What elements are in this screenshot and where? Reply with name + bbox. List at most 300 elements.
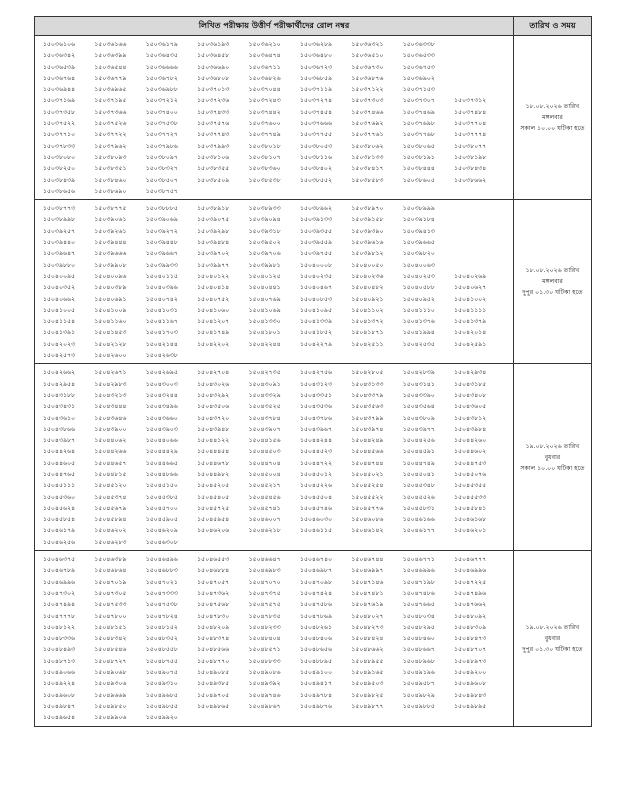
roll-number: ১৫০৩৯০৭৫	[197, 216, 230, 224]
roll-number: ১৫০৪৫২২৬	[299, 482, 333, 490]
roll-number: ১৫০৩৬৫৩৯	[43, 63, 76, 71]
roll-grid	[35, 551, 513, 725]
roll-number: ১৫০৪৮০৩৪	[402, 612, 435, 620]
roll-number: ১৫০৪৫২৫৪	[351, 482, 384, 490]
roll-number: ১৫০৩৮৯৩৩	[248, 205, 281, 213]
exam-time: দুপুর ০১.৩০ ঘটিকা হতে	[522, 289, 583, 297]
roll-number: ১৫০৩৮০৭৭	[454, 142, 487, 150]
roll-number: ১৫০৪৮২৩৩	[248, 623, 281, 631]
roll-number: ১৫০৩৯৫৫৯	[299, 239, 333, 247]
roll-number: ১৫০৪৩১৮৫	[454, 380, 487, 388]
roll-number: ১৫০৩৮৫৫২	[299, 176, 333, 184]
roll-number: ১৫০৪৬০৩০	[299, 516, 333, 524]
roll-number: ১৫০৩৮৬৯০	[94, 187, 127, 195]
roll-number: ১৫০৪৪২৬৪	[43, 448, 76, 456]
roll-number: ১৫০৪২৯৮৩	[94, 380, 127, 388]
roll-number: ১৫০৩৯৯৭৭	[197, 261, 230, 269]
roll-number: ১৫০৪৪০৬২	[94, 437, 127, 445]
roll-number: ১৫০৪৮৪৭৩	[454, 635, 487, 643]
roll-number: ১৫০৩৬৭৩০	[351, 63, 384, 71]
roll-number: ১৫০৪৬৩০৮	[145, 538, 178, 546]
roll-number: ১৫০৪৯০৮৫	[197, 669, 230, 677]
roll-number: ১৫০৪৪৭২২	[299, 459, 333, 467]
roll-number: ১৫০৪৬২০৯	[145, 527, 178, 535]
roll-number: ১৫০৪০৪১৪	[197, 284, 230, 292]
roll-number: ১৫০৪৭৭৭৮	[43, 612, 76, 620]
roll-number: ১৫০৪৭৪২৪	[299, 589, 333, 597]
roll-number: ১৫০৪২৮৩৯	[402, 369, 435, 377]
roll-number: ১৫০৪২৬৭১	[94, 369, 127, 377]
roll-number: ১৫০৩৮৭৭৩	[43, 205, 76, 213]
roll-number: ১৫০৪৩৩৭৯	[351, 391, 384, 399]
roll-number: ১৫০৩৭২৭৪	[299, 97, 333, 105]
roll-number: ১৫০৪৫৭২৫	[197, 504, 230, 512]
roll-number	[249, 186, 300, 197]
roll-number	[454, 84, 505, 95]
roll-number: ১৫০৪৫১৫০	[145, 482, 178, 490]
roll-number: ১৫০৪৬১৪২	[351, 527, 384, 535]
roll-number: ১৫০৪৯০৮৬	[248, 669, 281, 677]
roll-number	[249, 537, 300, 548]
roll-number	[454, 248, 505, 259]
roll-number: ১৫০৩৬১৬৬	[94, 41, 127, 48]
roll-number: ১৫০৪৫০৭৬	[454, 470, 487, 478]
roll-number: ১৫০৪৪৯৮২	[197, 470, 230, 478]
roll-number	[351, 537, 402, 548]
roll-number: ১৫০৪৮৬৫৬	[299, 646, 333, 654]
roll-number: ১৫০৩৬৩৪২	[43, 52, 76, 60]
roll-number: ১৫০৪১৩৭২	[351, 318, 384, 326]
roll-number: ১৫০৪৮৫৭১	[248, 646, 281, 654]
roll-number: ১৫০৪৬৫৫৩	[197, 556, 230, 564]
roll-number: ১৫০৪৩৩২৯	[248, 391, 281, 399]
roll-number: ১৫০৪৯৬৫৪	[43, 714, 76, 722]
roll-number: ১৫০৪৯০৬৬	[43, 669, 76, 677]
roll-number: ১৫০৪৮১৫১	[94, 623, 127, 631]
roll-number: ১৫০৪৪৮৬৬	[145, 470, 178, 478]
roll-number	[454, 237, 505, 248]
roll-number: ১৫০৩৯৩১৮	[248, 227, 281, 235]
roll-number: ১৫০৩৬১৭৯	[145, 41, 178, 48]
roll-number: ১৫০৪৬৮৬৪	[94, 567, 127, 575]
roll-number: ১৫০৩৭০১৩	[197, 86, 230, 94]
roll-number: ১৫০৪৯১০০	[299, 669, 333, 677]
roll-number: ১৫০৪৯১৬৫	[351, 669, 384, 677]
roll-number: ১৫০৩৯২৫৭	[43, 227, 76, 235]
roll-number: ১৫০৪১১৬৭	[145, 318, 178, 326]
schedule-group-2	[35, 200, 592, 364]
roll-number: ১৫০৩৯১৫৮	[351, 216, 384, 224]
roll-number: ১৫০৪৮৫৬৬	[197, 646, 230, 654]
roll-number: ১৫০৪৮৩৩৬	[43, 635, 76, 643]
roll-number: ১৫০৪১২০৭	[197, 318, 230, 326]
roll-number: ১৫০৩৮০৮০	[43, 153, 76, 161]
roll-number: ১৫০৪৯০৬৮	[94, 669, 127, 677]
roll-number: ১৫০৪৫৮৫৪	[43, 516, 76, 524]
roll-number: ১৫০৪৯৬৬৯	[94, 691, 127, 699]
roll-number: ১৫০৩৭২১২	[145, 97, 178, 105]
roll-number: ১৫০৩৭৬০০	[248, 120, 281, 128]
roll-number: ১৫০৪৬৭৪৪	[351, 556, 384, 564]
roll-number: ১৫০৩৭৯৯৩	[197, 142, 230, 150]
roll-number: ১৫০৪৩৯৪৮	[197, 425, 230, 433]
roll-number: ১৫০৪৭১৯৮	[402, 578, 435, 586]
roll-number	[454, 226, 505, 237]
roll-number: ১৫০৪৯৭৮৪	[299, 691, 333, 699]
roll-number: ১৫০৪৮১৫২	[145, 623, 178, 631]
roll-number: ১৫০৩৭৩০৩	[351, 97, 384, 105]
roll-number: ১৫০৪০০৯৫	[43, 272, 76, 280]
roll-number: ১৫০৪৫৬২৪	[43, 504, 76, 512]
roll-number: ১৫০৩৬৮২৬	[248, 74, 281, 82]
roll-number: ১৫০৪৫৮৪১	[454, 504, 487, 512]
roll-number: ১৫০৩৭৫৩৮	[145, 120, 178, 128]
roll-number	[403, 186, 454, 197]
roll-number: ১৫০৪৭৬১৯	[351, 601, 384, 609]
exam-date: ১৮.০৮.২০২৬ তারিখ	[525, 103, 580, 111]
roll-number: ১৫০৪১০৬০	[197, 306, 230, 314]
roll-number: ১৫০৪৮৪৯৩	[43, 646, 76, 654]
roll-number: ১৫০৪০০৫০	[351, 261, 384, 269]
roll-number: ১৫০৪৫৩৮৫	[145, 493, 178, 501]
roll-number: ১৫০৩৯৭৫৫	[299, 250, 333, 258]
roll-number: ১৫০৪২২০২	[197, 340, 230, 348]
roll-number: ১৫০৩৮১৩৩	[351, 153, 384, 161]
roll-number: ১৫০৪৯৮৫৫	[145, 702, 178, 710]
roll-number: ১৫০৪৭৮২৪	[145, 612, 178, 620]
roll-number: ১৫০৪৬৯৮৩	[248, 567, 281, 575]
roll-number: ১৫০৪০০৬৩	[402, 261, 435, 269]
roll-number: ১৫০৪৫৫২২	[351, 493, 384, 501]
roll-number: ১৫০৪৭৩৭৫	[248, 589, 281, 597]
roll-number: ১৫০৩৬৯৪৪	[43, 86, 76, 94]
roll-number: ১৫০৪৮২৭৩	[351, 623, 384, 631]
roll-number	[300, 537, 351, 548]
roll-number: ১৫০৩৬৮৫৯	[299, 74, 333, 82]
roll-number: ১৫০৪৮৪০৬	[299, 635, 333, 643]
roll-number: ১৫০৪৭২২৫	[454, 578, 487, 586]
roll-number: ১৫০৪১১০২	[351, 306, 384, 314]
roll-number: ১৫০৪৬৭৮৯	[43, 567, 76, 575]
roll-number: ১৫০৪৬৩৭৫	[43, 556, 76, 564]
roll-number: ১৫০৪৭০৭০	[248, 578, 281, 586]
roll-number: ১৫০৪০১২৫	[248, 272, 281, 280]
roll-number: ১৫০৪০৯৫২	[402, 295, 435, 303]
roll-number: ১৫০৪৩৭৮৪	[248, 414, 281, 422]
roll-number: ১৫০৪৩৯৮৭	[43, 437, 76, 445]
roll-number: ১৫০৪২৮০৫	[351, 369, 384, 377]
roll-number: ১৫০৪৭৪৯৬	[454, 589, 487, 597]
roll-number: ১৫০৪৫০৪১	[402, 470, 435, 478]
roll-number: ১৫০৪০৪৬৭	[299, 284, 333, 292]
rolls-column-header: লিখিত পরীক্ষায় উত্তীর্ণ পরীক্ষার্থীদের রোল নম্বর	[35, 17, 514, 36]
roll-number: ১৫০৩৯০৬৯	[145, 216, 178, 224]
roll-number: ১৫০৪১১১০	[402, 306, 435, 314]
roll-number	[454, 73, 505, 84]
results-table	[34, 16, 592, 727]
roll-number: ১৫০৩৮৯৯৯	[402, 205, 435, 213]
roll-number: ১৫০৩৬২১০	[248, 41, 281, 48]
roll-number: ১৫০৪৪৬০২	[454, 448, 487, 456]
roll-number: ১৫০৩৮৯৯৮	[43, 216, 76, 224]
roll-number: ১৫০৪৯৮৭৬	[299, 702, 333, 710]
roll-number: ১৫০৩৮১০৭	[248, 153, 281, 161]
roll-number: ১৫০৪২৬৩৮	[145, 352, 178, 360]
roll-number: ১৫০৪৯৮৯৫	[454, 702, 487, 710]
roll-number: ১৫০৪৩৭৯৯	[351, 414, 384, 422]
schedule-cell	[514, 364, 592, 551]
roll-number: ১৫০৩৯৪১৩	[402, 227, 435, 235]
roll-number: ১৫০৪২৭৩৫	[248, 369, 281, 377]
roll-number: ১৫০৪৪৫৬৬	[351, 448, 384, 456]
roll-number: ১৫০৪৭৫৩৩	[94, 601, 127, 609]
roll-number: ১৫০৪৯২০০	[454, 669, 487, 677]
roll-number: ১৫০৩৯৩৯০	[351, 227, 384, 235]
roll-number: ১৫০৩৬৯০২	[402, 74, 435, 82]
roll-number: ১৫০৩৭৩৬৬	[94, 108, 127, 116]
roll-number: ১৫০৪৪৬০৫	[43, 459, 76, 467]
roll-number: ১৫০৪৩৫৬৩	[351, 403, 384, 411]
roll-number: ১৫০৩৭৫২২	[43, 120, 76, 128]
roll-number: ১৫০৩৯৯৩৩	[145, 261, 178, 269]
roll-number	[197, 537, 248, 548]
roll-number: ১৫০৩৭৬৯৮	[402, 120, 435, 128]
roll-number: ১৫০৪৩৩৫১	[299, 391, 333, 399]
roll-number: ১৫০৪৫৭৪১	[248, 504, 281, 512]
roll-number: ১৫০৪৯৭০৫	[197, 691, 230, 699]
roll-number: ১৫০৪৭৪৮১	[351, 589, 384, 597]
schedule-group-4	[35, 551, 592, 726]
roll-number: ১৫০৪৮২৬১	[299, 623, 333, 631]
roll-number: ১৫০৪৩৫০৬	[197, 403, 230, 411]
roll-number: ১৫০৪১১১১	[454, 306, 487, 314]
roll-number: ১৫০৩৯৪৪৪	[94, 239, 127, 247]
roll-number: ১৫০৩৮৪৬০	[94, 176, 127, 184]
roll-number: ১৫০৪৬১৭৯	[43, 527, 76, 535]
roll-number: ১৫০৩৮০৬২	[351, 142, 384, 150]
roll-number: ১৫০৪৩৮৬৬	[43, 425, 76, 433]
roll-number: ১৫০৪৪৪২৯	[145, 448, 178, 456]
roll-number: ১৫০৪০৬৬২	[43, 295, 76, 303]
roll-number: ১৫০৪৬৬৪৭	[248, 556, 281, 564]
roll-number: ১৫০৪৭৩৬২	[197, 589, 230, 597]
roll-number: ১৫০৩৭৬৯২	[351, 120, 384, 128]
roll-number	[300, 350, 351, 361]
roll-number: ১৫০৪৯০৭৫	[145, 669, 178, 677]
roll-number: ১৫০৪৬৯৯৬	[402, 567, 435, 575]
roll-number: ১৫০৪৭৪৯৪	[43, 601, 76, 609]
roll-number: ১৫০৪৮৯৭৩	[454, 657, 487, 665]
roll-number: ১৫০৪৮৩৫২	[145, 635, 178, 643]
roll-number: ১৫০৪৬১৬৬	[402, 516, 435, 524]
roll-number: ১৫০৪০৩৯৬	[145, 284, 178, 292]
roll-number	[454, 214, 505, 225]
roll-number: ১৫০৪১০০৫	[43, 306, 76, 314]
roll-number: ১৫০৪৩২৪৪	[145, 391, 178, 399]
roll-number: ১৫০৪৮২৯৫	[402, 623, 435, 631]
roll-number: ১৫০৪৫০২১	[351, 470, 384, 478]
roll-number: ১৫০৪৭৬৬২	[454, 601, 487, 609]
roll-number: ১৫০৩৬৭২৩	[299, 63, 333, 71]
roll-number: ১৫০৪৬২০৬	[197, 527, 230, 535]
roll-number: ১৫০৩৭৩০৭	[402, 97, 435, 105]
roll-number: ১৫০৪৭৫৩৮	[145, 601, 178, 609]
roll-number: ১৫০৩৯৬৬৬	[94, 250, 127, 258]
roll-number: ১৫০৪৯৮৬৫	[197, 702, 230, 710]
roll-number: ১৫০৪৪৪৫৪	[197, 448, 230, 456]
roll-number: ১৫০৩৯১৩৩	[299, 216, 333, 224]
roll-number: ১৫০৩৭৬৬৬	[299, 120, 333, 128]
roll-number: ১৫০৪০৭৬৯	[248, 295, 281, 303]
roll-number: ১৫০৩৮৩৫৫	[197, 165, 230, 173]
roll-number: ১৫০৩৬৭৭৯	[94, 74, 127, 82]
roll-number	[197, 186, 248, 197]
roll-number	[351, 712, 402, 723]
roll-number: ১৫০৪২৯৩৪	[454, 369, 487, 377]
roll-number: ১৫০৩৯৬১৬	[351, 239, 384, 247]
roll-number: ১৫০৩৯২৭২	[145, 227, 178, 235]
roll-number: ১৫০৪৫৭৭৬	[351, 504, 384, 512]
roll-number: ১৫০৩৮০৯৭	[145, 153, 178, 161]
roll-number: ১৫০৪০৮৫৩	[299, 295, 333, 303]
roll-number: ১৫০৩৮৯৭০	[351, 205, 384, 213]
roll-number: ১৫০৪৮৬৬৭	[402, 646, 435, 654]
roll-number: ১৫০৩৭৪৪২	[248, 108, 281, 116]
roll-number: ১৫০৩৯০৬১	[94, 216, 127, 224]
roll-number: ১৫০৩৮৫৮৩	[351, 176, 384, 184]
roll-number: ১৫০৩৮১৯৮	[454, 153, 487, 161]
roll-number: ১৫০৪১৭০৩	[145, 329, 178, 337]
roll-number: ১৫০৪১০৬৯	[248, 306, 281, 314]
roll-number: ১৫০৪৪৫২৩	[299, 448, 333, 456]
roll-number: ১৫০৪৯১৯৬	[402, 669, 435, 677]
roll-number: ১৫০৩৬২৮৯	[299, 41, 333, 48]
roll-number	[403, 712, 454, 723]
roll-number: ১৫০৪৪৭৬৫	[43, 470, 76, 478]
roll-number: ১৫০৪৯৮৪৩	[454, 691, 487, 699]
roll-number: ১৫০৪০০০৮	[299, 261, 333, 269]
roll-number: ১৫০৪৯৮৭৭	[351, 702, 384, 710]
roll-number: ১৫০৪৬১৭৭	[402, 527, 435, 535]
roll-number: ১৫০৪৬২১৮	[248, 527, 281, 535]
roll-number: ১৫০৪৮০৯২	[454, 612, 487, 620]
roll-number: ১৫০৪৬৯৮৭	[299, 567, 333, 575]
roll-number: ১৫০৪৫৫৩৩	[454, 493, 487, 501]
roll-number: ১৫০৩৮৯১৮	[197, 205, 230, 213]
roll-number: ১৫০৪৪৭৪৪	[351, 459, 384, 467]
roll-number: ১৫০৩৬৯৬৫	[94, 86, 127, 94]
roll-number	[197, 712, 248, 723]
roll-number: ১৫০৪৩৬৪৬	[94, 414, 127, 422]
roll-number: ১৫০৩৭২৪৩	[248, 97, 281, 105]
roll-number: ১৫০৩৬৭৮২	[145, 74, 178, 82]
roll-number: ১৫০৪৩৯০৭	[248, 425, 281, 433]
roll-number: ১৫০৪৯৯০৬	[94, 714, 127, 722]
roll-grid	[35, 364, 513, 550]
roll-number: ১৫০৪০১১৫	[145, 272, 178, 280]
roll-number: ১৫০৪৭৮০০	[94, 612, 127, 620]
roll-number: ১৫০৩৯৮১২	[351, 250, 384, 258]
roll-number: ১৫০৩৭৭০৪	[454, 120, 487, 128]
roll-number: ১৫০৩৮৪৩৯	[43, 176, 76, 184]
roll-number: ১৫০৩৮৫০৭	[145, 176, 178, 184]
roll-number: ১৫০৩৮২৫০	[43, 165, 76, 173]
roll-number: ১৫০৩৭০৪৪	[248, 86, 281, 94]
roll-number: ১৫০৪২৯৫৪	[43, 380, 76, 388]
roll-number: ১৫০৪৭০৫৭	[197, 578, 230, 586]
roll-number: ১৫০৩৯৭০২	[197, 250, 230, 258]
roll-number: ১৫০৪০৫৮৮	[402, 284, 435, 292]
roll-number: ১৫০৩৭৪৫৪	[299, 108, 333, 116]
roll-number: ১৫০৪২৫১১	[351, 340, 384, 348]
roll-number: ১৫০৩৯০৯৪	[248, 216, 281, 224]
roll-number: ১৫০৩৬৩৯৯	[94, 52, 127, 60]
roll-number: ১৫০৪৯৮২৯	[402, 691, 435, 699]
roll-number: ১৫০৪১৩৩৯	[299, 318, 333, 326]
roll-number: ১৫০৪৫৭০০	[145, 504, 178, 512]
roll-number: ১৫০৪৫৩৫৫	[454, 482, 487, 490]
roll-number: ১৫০৪১৩৩০	[248, 318, 281, 326]
roll-number: ১৫০৪২১২৮	[94, 340, 127, 348]
roll-number: ১৫০৪৯৬০৮	[43, 691, 76, 699]
roll-number: ১৫০৩৭৭৬৮	[402, 131, 435, 139]
roll-number: ১৫০৪২০২৩	[43, 340, 76, 348]
roll-number: ১৫০৪১০০২	[454, 295, 487, 303]
roll-number: ১৫০৪৭৮৩৫	[248, 612, 281, 620]
schedule-group-1	[35, 36, 592, 200]
roll-number: ১৫০৪৭৩০২	[43, 589, 76, 597]
roll-number: ১৫০৪১১৬০	[94, 318, 127, 326]
exam-date: ১৯.০৮.২০২৬ তারিখ	[525, 623, 580, 631]
roll-number: ১৫০৪৯৭৪৬	[248, 691, 281, 699]
roll-number: ১৫০৪৬১৬৮	[454, 516, 487, 524]
roll-number: ১৫০৪৫৬৭৯	[94, 504, 127, 512]
roll-number: ১৫০৪১৮০১	[248, 329, 281, 337]
roll-number: ১৫০৪৭০২১	[145, 578, 178, 586]
roll-number: ১৫০৪৮৪০৪	[248, 635, 281, 643]
roll-number: ১৫০৩৭৭৭৪	[454, 131, 487, 139]
roll-numbers-cell	[35, 200, 514, 364]
exam-time: দুপুর ০১.৩০ ঘটিকা হতে	[522, 645, 583, 653]
roll-number: ১৫০৪৩৮১২	[454, 414, 487, 422]
roll-number: ১৫০৩৬৫১০	[351, 52, 384, 60]
roll-number: ১৫০৪৪৭০৪	[248, 459, 281, 467]
roll-number: ১৫০৩৭১৫৩	[402, 86, 435, 94]
roll-number: ১৫০৩৭৪৬৬	[351, 108, 384, 116]
exam-day: বুধবার	[544, 453, 561, 461]
roll-number: ১৫০৪৮৮৩৩	[248, 657, 281, 665]
roll-number: ১৫০৩৯২৬১	[94, 227, 127, 235]
roll-number: ১৫০৪৩৭২০	[197, 414, 230, 422]
roll-number: ১৫০৪১০৯৫	[299, 306, 333, 314]
roll-number: ১৫০৩৮৫৩৮	[248, 176, 281, 184]
roll-number	[454, 537, 505, 548]
roll-number: ১৫০৪৬২৮৩	[94, 538, 127, 546]
roll-number: ১৫০৪৩২৯২	[197, 391, 230, 399]
roll-number: ১৫০৪১৩৭৬	[402, 318, 435, 326]
roll-number: ১৫০৩৯৪৪৮	[145, 239, 178, 247]
roll-number: ১৫০৪৭৬৬৫	[402, 601, 435, 609]
roll-number: ১৫০৪২৬০০	[94, 352, 127, 360]
roll-number: ১৫০৪২৭০৪	[197, 369, 230, 377]
roll-number: ১৫০৪৮৯৫৫	[351, 657, 384, 665]
roll-number: ১৫০৪২২৭৯	[299, 340, 333, 348]
roll-number: ১৫০৪২২৪৪	[248, 340, 281, 348]
roll-number: ১৫০৪৫৮৩১	[402, 504, 435, 512]
roll-number: ১৫০৩৮৬৬২	[454, 176, 487, 184]
roll-number: ১৫০৪৬৭৭৭	[454, 556, 487, 564]
roll-number: ১৫০৪৭৪৮৬	[402, 589, 435, 597]
